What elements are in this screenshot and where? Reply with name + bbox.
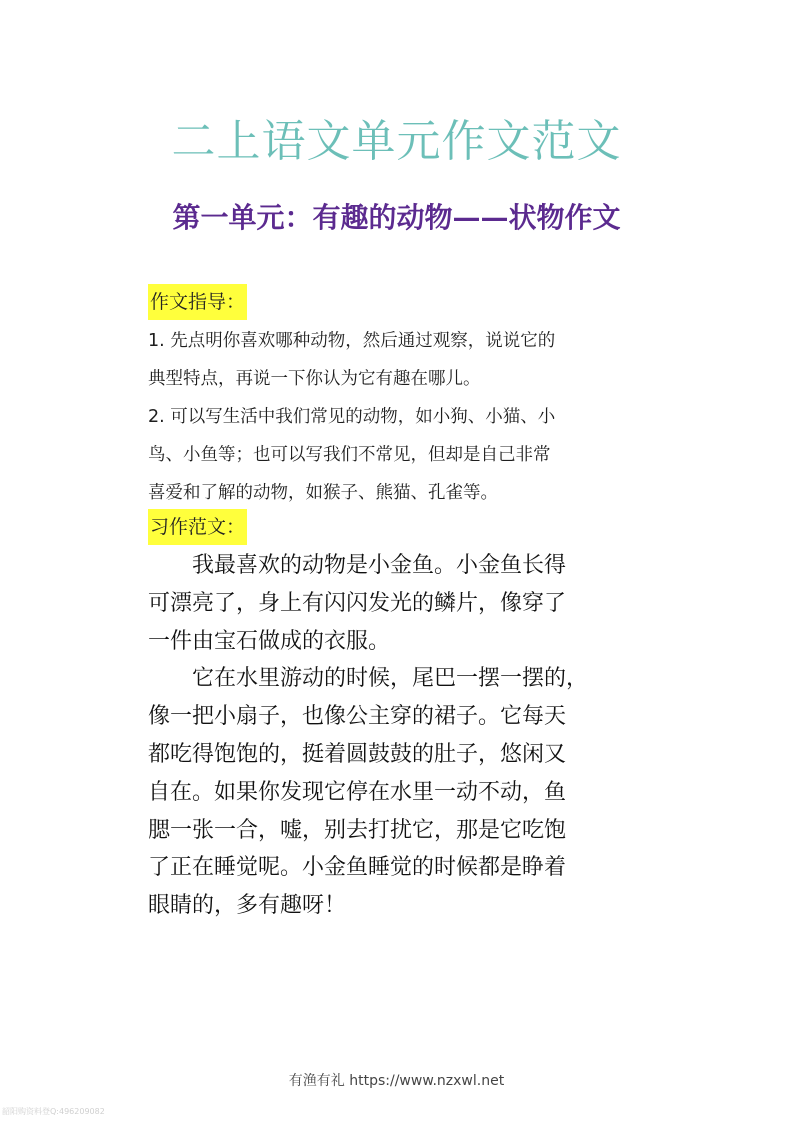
footer-source: 有渔有礼 https://www.nzxwl.net [288, 1073, 505, 1089]
essay-section [148, 547, 658, 925]
guide-label: 作文指导： [148, 284, 247, 320]
essay-line: 了正在睡觉呢。小金鱼睡觉的时候都是睁着 [148, 855, 567, 881]
guide-section [148, 322, 648, 512]
essay-line: 它在水里游动的时候，尾巴一摆一摆的， [148, 666, 589, 692]
guide-line: 典型特点，再说一下你认为它有趣在哪儿。 [148, 369, 481, 389]
guide-line: 1. 先点明你喜欢哪种动物，然后通过观察，说说它的 [148, 331, 556, 351]
guide-line: 喜爱和了解的动物，如猴子、熊猫、孔雀等。 [148, 483, 498, 503]
guide-line: 2. 可以写生活中我们常见的动物，如小狗、小猫、小 [148, 407, 556, 427]
page-title: 二上语文单元作文范文 [171, 116, 622, 167]
essay-line: 眼睛的，多有趣呀！ [148, 893, 347, 919]
essay-line: 腮一张一合，嘘，别去打扰它，那是它吃饱 [148, 817, 567, 843]
essay-line: 可漂亮了，身上有闪闪发光的鳞片，像穿了 [148, 590, 567, 616]
essay-line: 像一把小扇子，也像公主穿的裙子。它每天 [148, 704, 567, 730]
guide-line: 鸟、小鱼等；也可以写我们不常见，但却是自己非常 [148, 445, 551, 465]
unit-subtitle: 第一单元：有趣的动物——状物作文 [172, 201, 621, 234]
essay-line: 都吃得饱饱的，挺着圆鼓鼓的肚子，悠闲又 [148, 741, 567, 767]
essay-line: 自在。如果你发现它停在水里一动不动，鱼 [148, 779, 567, 805]
essay-label: 习作范文： [148, 509, 247, 545]
essay-line: 一件由宝石做成的衣服。 [148, 628, 391, 654]
corner-watermark: 韶阳购资料登Q:496209082 [2, 1107, 105, 1116]
essay-line: 我最喜欢的动物是小金鱼。小金鱼长得 [148, 553, 567, 578]
